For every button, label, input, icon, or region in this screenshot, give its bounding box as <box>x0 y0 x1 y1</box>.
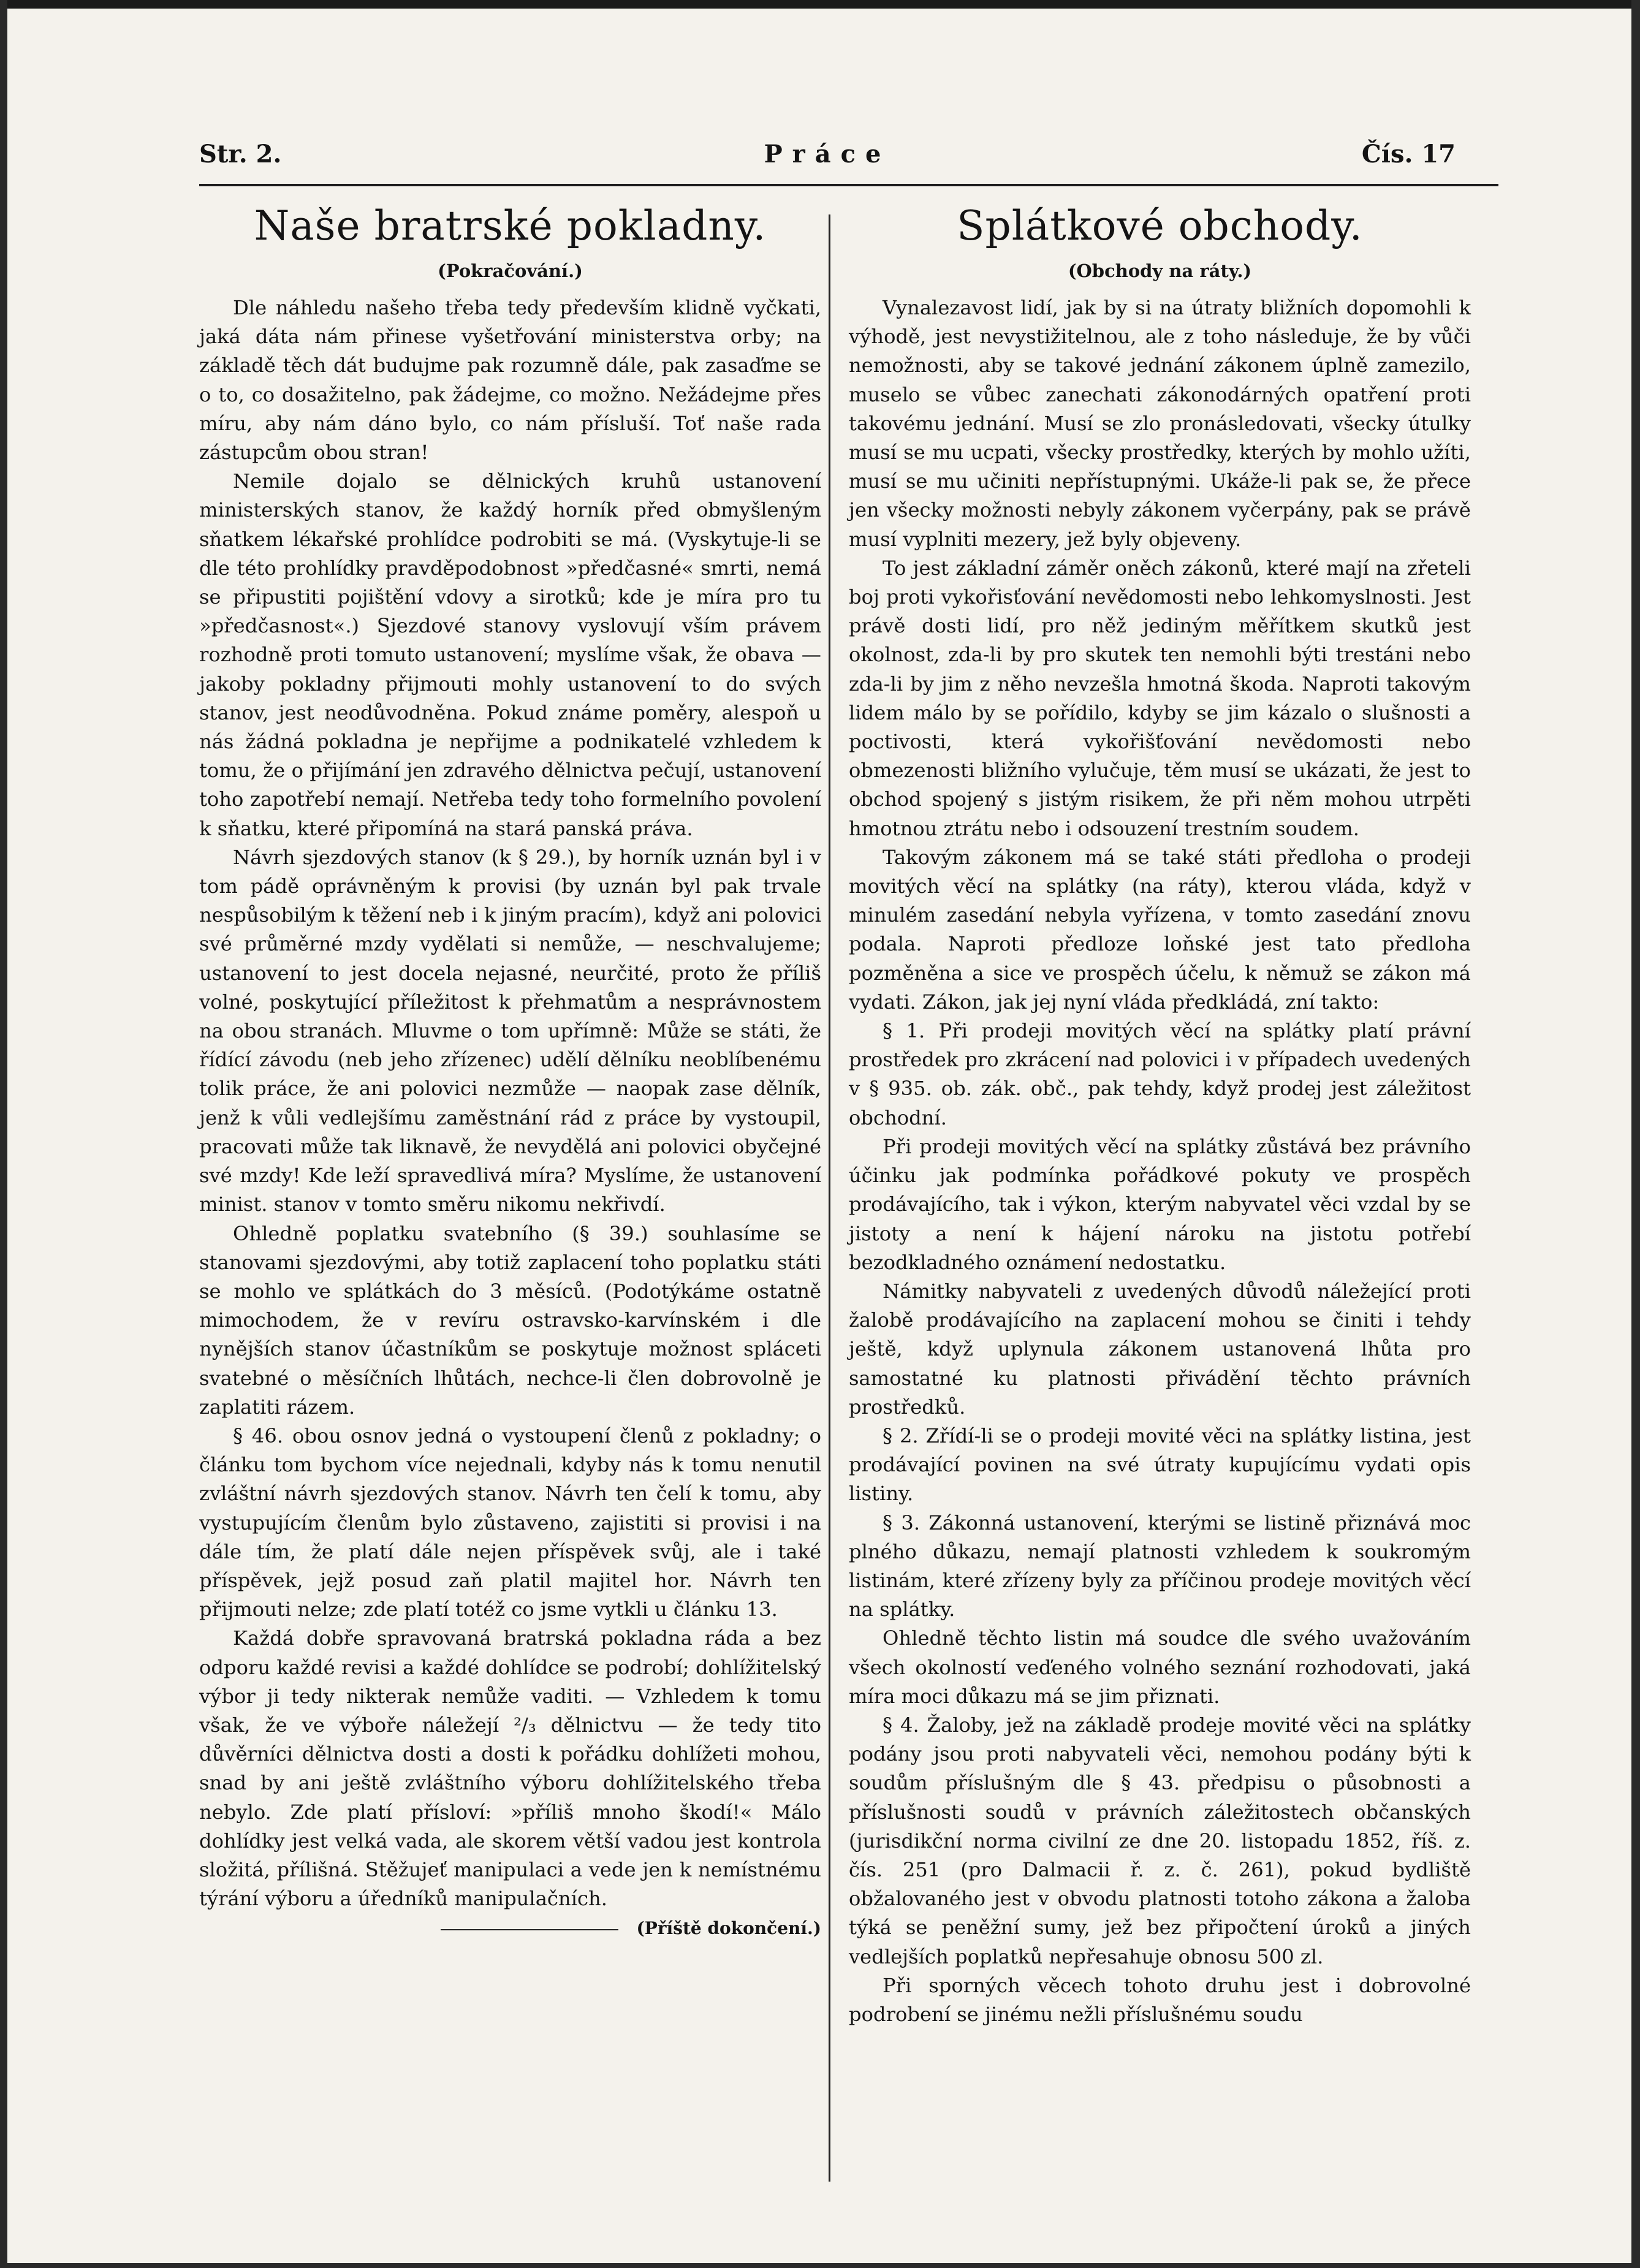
page-header <box>199 140 1456 176</box>
paragraph: Návrh sjezdových stanov (k § 29.), by horník uznán byl i v tom pádě oprávněným k provisi (by uznán byl pak trvale nespůsobilým k těžení neb i k jiným pracím), když ani polovici své průměrné mzdy vydělati si nemůže, — neschvalujeme; ustanovení to jest docela nejasné, neurčité, proto že příliš volné, poskytující příležitost k přehmatům a nesprávnostem na obou stranách. Mluvme o tom upřímně: Může se státi, že řídící závodu (neb jeho zřízenec) udělí dělníku neoblíbenému tolik práce, že ani polovici nezmůže — naopak zase dělník, jenž k vůli vedlejšímu zaměstnání rád z práce by vystoupil, pracovati může tak liknavě, že nevydělá ani polovici obyčejné své mzdy! Kde leží spravedlivá míra? Myslíme, že ustanovení minist. stanov v tomto směru nikomu nekřivdí. <box>199 845 821 1216</box>
closing-text: (Příště dokončení.) <box>636 1918 821 1939</box>
article-left <box>199 202 821 1938</box>
scan-edge-left <box>0 0 7 2268</box>
paragraph: Při sporných věcech tohoto druhu jest i dobrovolné podrobení se jinému nežli příslušnému soudu <box>849 1973 1471 2026</box>
paragraph: To jest základní záměr oněch zákonů, které mají na zřeteli boj proti vykořisťování nevědomosti nebo lehkomyslnosti. Jest právě dosti lidí, pro něž jediným měřítkem skutků jest okolnost, zda-li by pro skutek ten nemohli býti trestáni nebo zda-li by jim z něho nevzešla hmotná škoda. Naproti takovým lidem málo by se pořídilo, kdyby se jim kázalo o slušnosti a poctivosti, která vykořišťování nevědomosti nebo obmezenosti bližního vylučuje, těm musí se ukázati, že jest to obchod spojený s jistým risikem, že při něm mohou utrpěti hmotnou ztrátu nebo i odsouzení trestním soudem. <box>849 556 1471 840</box>
newspaper-title: Práce <box>764 140 891 169</box>
closing-rule <box>441 1929 618 1930</box>
issue-number: Čís. 17 <box>1361 140 1456 169</box>
paragraph: § 2. Zřídí-li se o prodeji movité věci na splátky listina, jest prodávající povinen na své útraty kupujícímu vydati opis listiny. <box>849 1424 1471 1506</box>
article-subtitle: (Pokračování.) <box>438 260 583 281</box>
paragraph: Nemile dojalo se dělnických kruhů ustanovení ministerských stanov, že každý horník před obmyšleným sňatkem lékařské prohlídce podrobiti se má. (Vyskytuje-li se dle této prohlídky pravděpodobnost »předčasné« smrti, nemá se připustiti pojištění vdovy a sirotků; kde je míra pro tu »předčasnost«.) Sjezdové stanovy vyslovují vším právem rozhodně proti tomuto ustanovení; myslíme však, že obava — jakoby pokladny přijmouti mohly ustanovení to do svých stanov, jest neodůvodněna. Pokud známe poměry, alespoň u nás žádná pokladna je nepřijme a podnikatelé vzhledem k tomu, že o přijímání jen zdravého dělnictva pečují, ustanovení toho zapotřebí nemají. Netřeba tedy toho formelního povolení k sňatku, které připomíná na stará panská práva. <box>199 469 821 840</box>
paragraph: § 4. Žaloby, jež na základě prodeje movité věci na splátky podány jsou proti nabyvateli věci, nemohou podány býti k soudům příslušným dle § 43. předpisu o působnosti a příslušnosti soudů v právních záležitostech občanských (jurisdikční norma civilní ze dne 20. listopadu 1852, říš. z. čís. 251 (pro Dalmacii ř. z. č. 261), pokud bydliště obžalovaného jest v obvodu platnosti totoho zákona a žaloba týká se peněžní sumy, jež bez připočtení úroků a jiných vedlejších poplatků nepřesahuje obnosu 500 zl. <box>849 1713 1471 1968</box>
paragraph: § 1. Při prodeji movitých věcí na splátky platí právní prostředek pro zkrácení nad polovici i v případech uvedených v § 935. ob. zák. obč., pak tehdy, když prodej jest záležitost obchodní. <box>849 1019 1471 1129</box>
continuation-note <box>199 1918 821 1938</box>
article-title: Splátkové obchody. <box>957 202 1363 249</box>
paragraph: § 3. Zákonná ustanovení, kterými se listině přiznává moc plného důkazu, nemají platnosti vzhledem k soukromým listinám, které zřízeny byly za příčinou prodeje movitých věcí na splátky. <box>849 1511 1471 1621</box>
paragraph: Vynalezavost lidí, jak by si na útraty bližních dopomohli k výhodě, jest nevystižitelnou, ale z toho následuje, že by vůči nemožnosti, aby se takové jednání zákonem úplně zamezilo, muselo se vůbec zanechati zákonodárných opatření proti takovému jednání. Musí se zlo pronásledovati, všecky útulky musí se mu ucpati, všecky prostředky, kterých by mohlo užíti, musí se mu učiniti nepřístupnými. Ukáže-li pak se, že přece jen všecky možnosti nebyly zákonem vyčerpány, pak se právě musí vyplniti mezery, jež byly objeveny. <box>849 296 1471 551</box>
article-right <box>849 202 1471 2029</box>
paragraph: § 46. obou osnov jedná o vystoupení členů z pokladny; o článku tom bychom více nejednali, kdyby nás k tomu nenutil zvláštní návrh sjezdových stanov. Návrh ten čelí k tomu, aby vystupujícím členům bylo zůstaveno, zajistiti si provisi i na dále tím, že platí dále nejen příspěvek svůj, ale i také příspěvek, jejž posud zaň platil majitel hor. Návrh ten přijmouti nelze; zde platí totéž co jsme vytkli u článku 13. <box>199 1424 821 1621</box>
paragraph: Při prodeji movitých věcí na splátky zůstává bez právního účinku jak podmínka pořádkové pokuty ve prospěch prodávajícího, tak i výkon, kterým nabyvatel věci vzdal by se jistoty a není k hájení nároku na jistotu potřebí bezodkladného oznámení nedostatku. <box>849 1134 1471 1274</box>
paragraph: Námitky nabyvateli z uvedených důvodů náležející proti žalobě prodávajícího na zaplacení mohou se činiti i tehdy ještě, když uplynula zákonem ustanovená lhůta pro samostatné ku platnosti přivádění těchto právních prostředků. <box>849 1279 1471 1419</box>
paragraph: Každá dobře spravovaná bratrská pokladna ráda a bez odporu každé revisi a každé dohlídce se podrobí; dohlížitelský výbor ji tedy nikterak nemůže vaditi. — Vzhledem k tomu však, že ve výboře náležejí ²/₃ dělnictvu — že tedy tito důvěrníci dělnictva dosti a dosti k pořádku dohlížeti mohou, snad by ani ještě zvláštního výboru dohlížitelského třeba nebylo. Zde platí přísloví: »příliš mnoho škodí!« Málo dohlídky jest velká vada, ale skorem větší vadou jest kontrola složitá, přílišná. Stěžujeť manipulaci a vede jen k nemístnému týrání výboru a úředníků manipulačních. <box>199 1626 821 1911</box>
header-rule <box>199 184 1498 186</box>
paragraph: Dle náhledu našeho třeba tedy především klidně vyčkati, jaká dáta nám přinese vyšetřování ministerstva orby; na základě těch dát budujme pak rozumně dále, pak zasaďme se o to, co dosažitelno, pak žádejme, co možno. Nežádejme přes míru, aby nám dáno bylo, co nám přísluší. Toť naše rada zástupcům obou stran! <box>199 296 821 465</box>
scan-edge-top <box>0 0 1640 9</box>
column-divider <box>829 214 830 2182</box>
page-number: Str. 2. <box>199 140 282 169</box>
scan-edge-bottom <box>0 2263 1640 2268</box>
article-subtitle: (Obchody na ráty.) <box>1068 260 1252 281</box>
paragraph: Ohledně těchto listin má soudce dle svého uvažováním všech okolností veďeného volného seznání rozhodovati, jaká míra moci důkazu má se jim přiznati. <box>849 1626 1471 1708</box>
paragraph: Takovým zákonem má se také státi předloha o prodeji movitých věcí na splátky (na ráty), kterou vláda, když v minulém zasedání nebyla vyřízena, v tomto zasedání znovu podala. Naproti předloze loňské jest tato předloha pozměněna a sice ve prospěch účelu, k němuž se zákon má vydati. Zákon, jak jej nyní vláda předkládá, zní takto: <box>849 845 1471 1014</box>
article-title: Naše bratrské pokladny. <box>254 202 767 249</box>
paragraph: Ohledně poplatku svatebního (§ 39.) souhlasíme se stanovami sjezdovými, aby totiž zaplacení toho poplatku státi se mohlo ve splátkách do 3 měsíců. (Podotýkáme ostatně mimochodem, že v revíru ostravsko-karvínském i dle nynějších stanov účastníkům se poskytuje možnost spláceti svatebné o měsíčních lhůtách, nechce-li člen dobrovolně je zaplatiti rázem. <box>199 1221 821 1419</box>
scan-edge-right <box>1631 0 1640 2268</box>
